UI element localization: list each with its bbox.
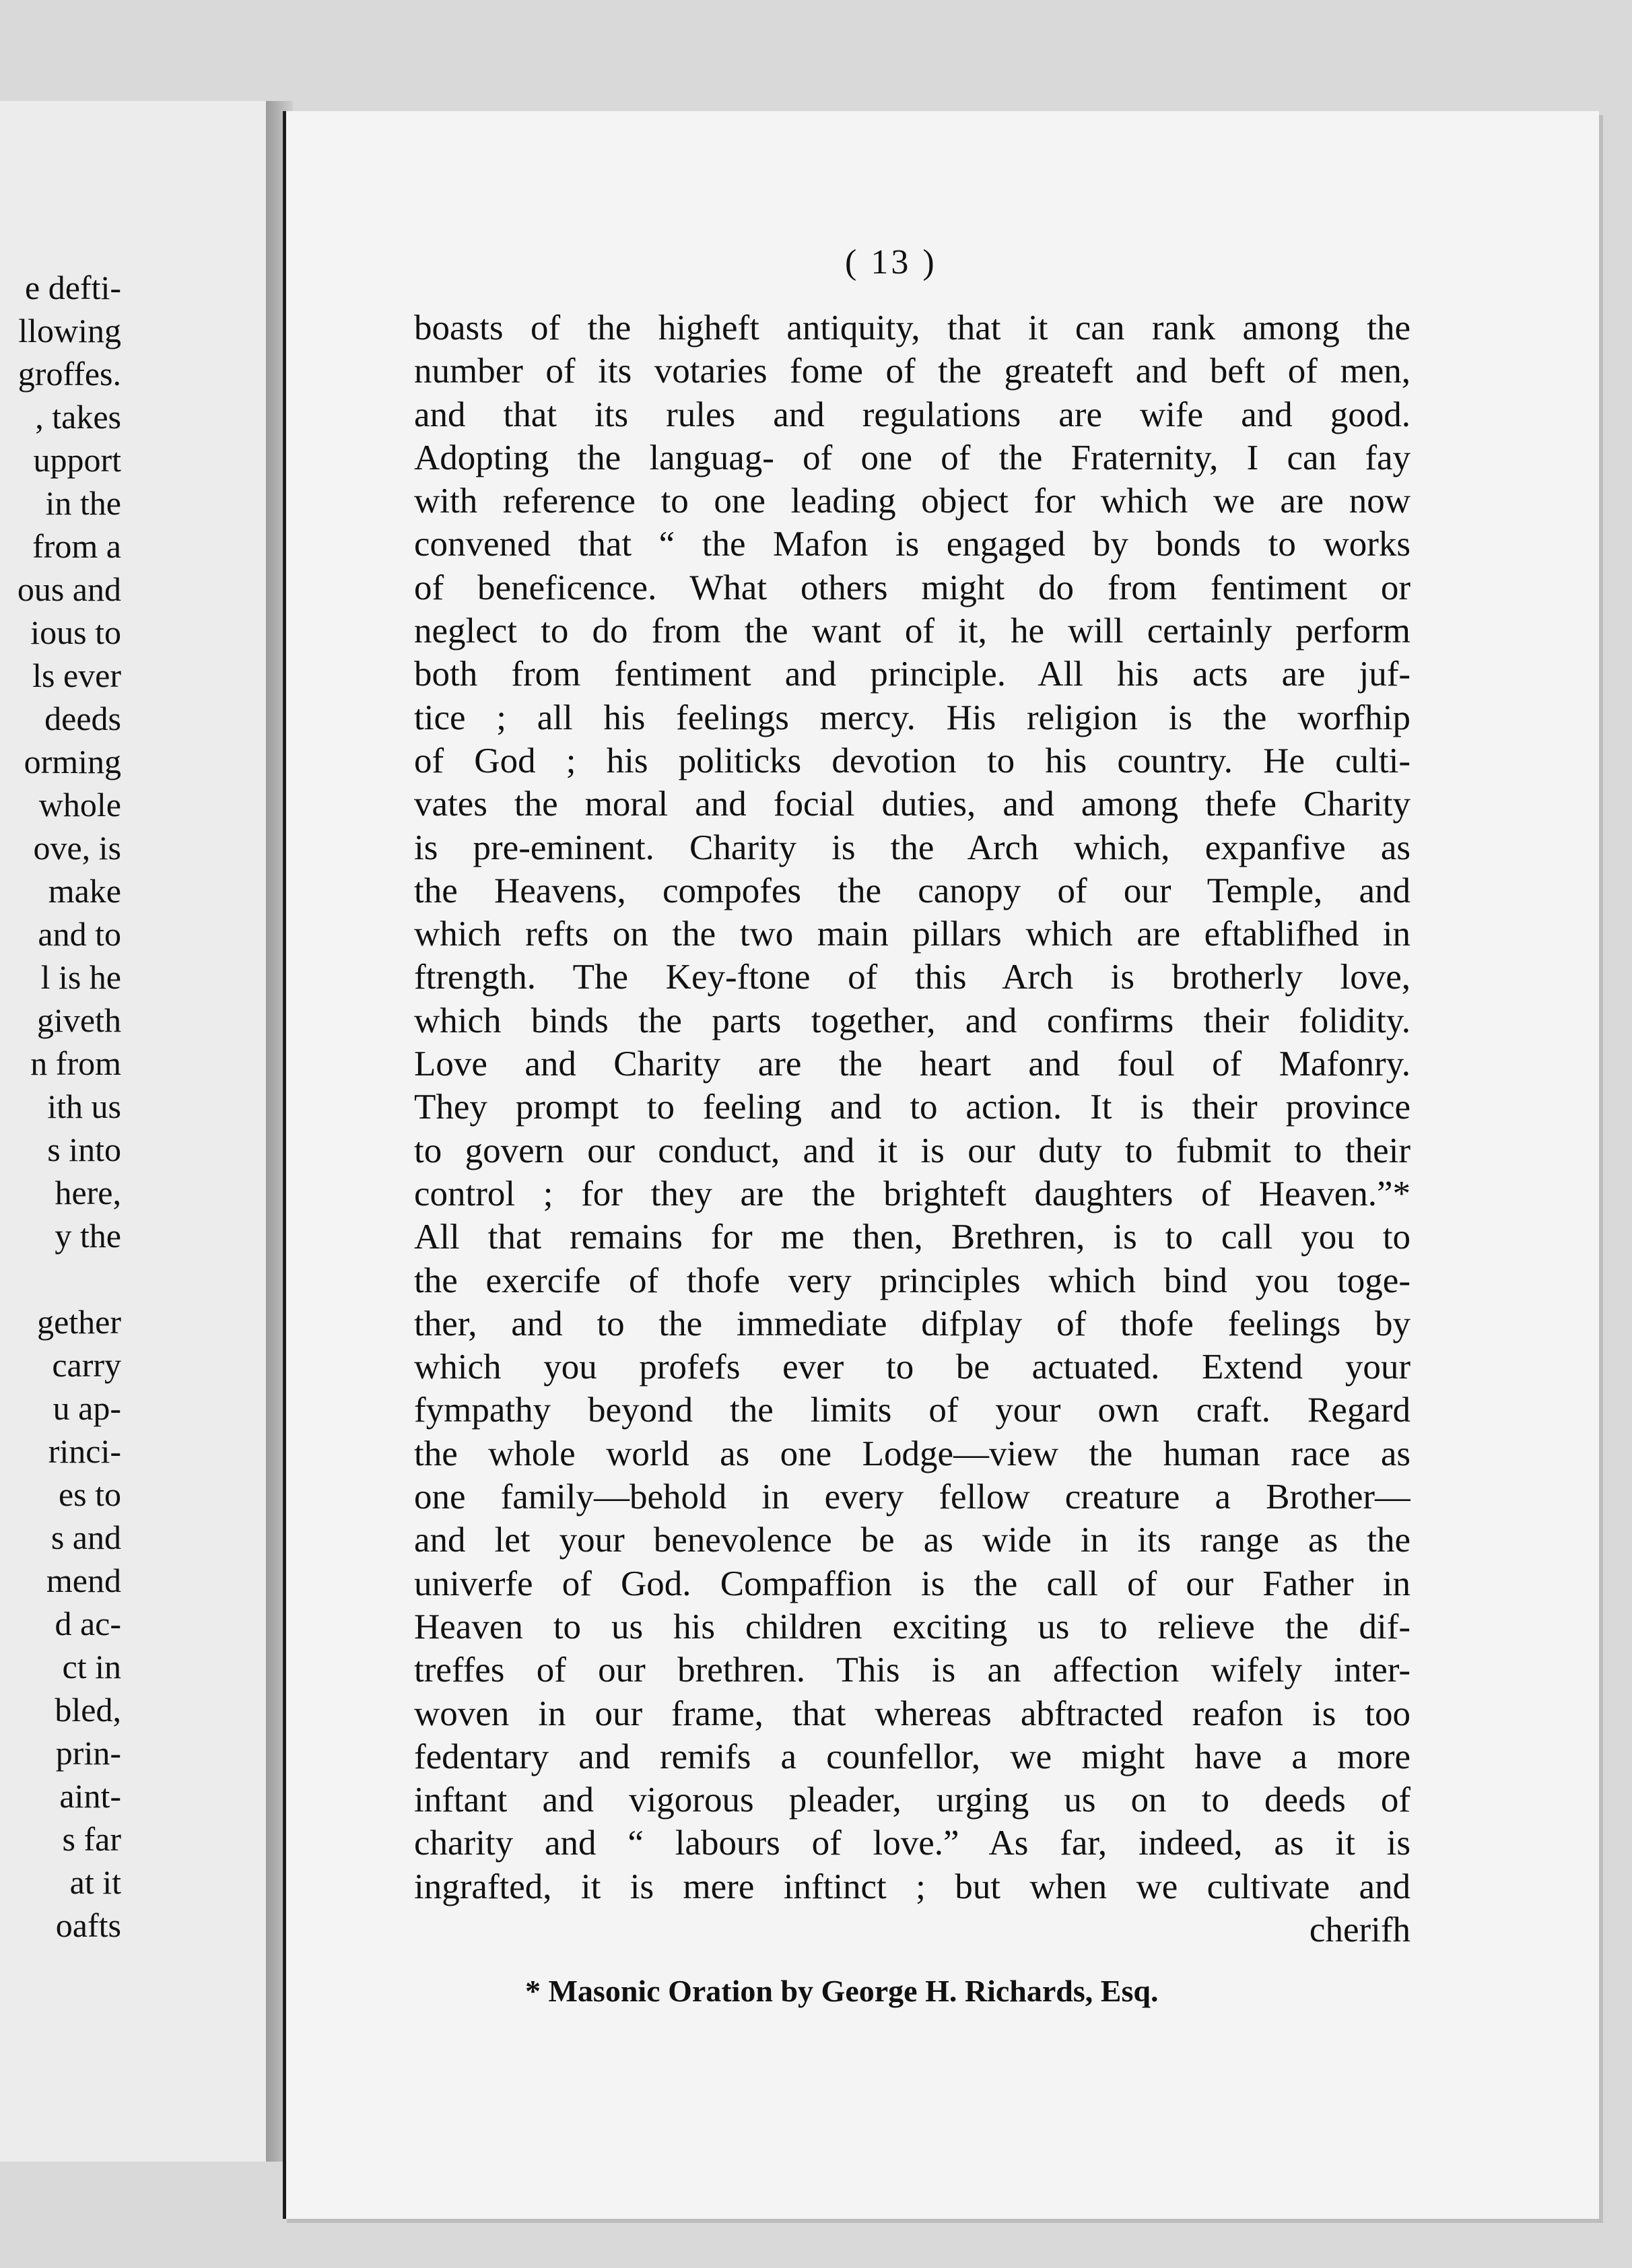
text-line: the whole world as one Lodge—view the human race as (414, 1434, 1410, 1473)
previous-page-fragment: carry (52, 1346, 121, 1384)
previous-page-fragment: make (48, 872, 121, 910)
text-line: All that remains for me then, Brethren, is to call you to (414, 1218, 1410, 1257)
previous-page-fragment: ith us (47, 1088, 121, 1125)
text-line: fedentary and remifs a counfellor, we might have a more (414, 1737, 1410, 1776)
previous-page-fragment: gether (37, 1303, 121, 1341)
previous-page-fragment: l is he (40, 958, 121, 996)
previous-page-fragment: in the (45, 484, 121, 522)
previous-page-fragment: d ac- (55, 1605, 121, 1642)
text-line: cherifh (1309, 1910, 1410, 1949)
page-number: ( 13 ) (845, 243, 937, 281)
previous-page-fragment: ove, is (33, 829, 121, 867)
text-line: Adopting the languag- of one of the Fraternity, I can fay (414, 438, 1410, 477)
text-line: ftrength. The Key-ftone of this Arch is brotherly love, (414, 958, 1410, 997)
text-line: of beneficence. What others might do from fentiment or (414, 568, 1410, 607)
previous-page-fragment: ls ever (32, 657, 121, 694)
text-line: is pre-eminent. Charity is the Arch which, expanfive as (414, 828, 1410, 867)
previous-page-edge (0, 101, 270, 2162)
previous-page-fragment (18, 1257, 121, 1300)
previous-page-fragment: upport (33, 441, 121, 479)
previous-page-fragment: ious to (30, 613, 121, 651)
previous-page-fragment: here, (55, 1174, 121, 1211)
previous-page-fragment: aint- (59, 1777, 121, 1815)
previous-page-fragment: es to (58, 1475, 121, 1513)
text-line: ingrafted, it is mere inftinct ; but when we cultivate and (414, 1867, 1410, 1906)
previous-page-text-fragments (18, 266, 121, 1947)
text-line: woven in our frame, that whereas abftracted reafon is too (414, 1694, 1410, 1733)
text-line: tice ; all his feelings mercy. His religion is the worfhip (414, 698, 1410, 737)
previous-page-fragment: whole (38, 786, 121, 824)
previous-page-fragment: mend (46, 1562, 121, 1599)
body-text (414, 306, 1410, 1952)
previous-page-fragment: n from (30, 1044, 121, 1082)
previous-page-fragment: e defti- (25, 269, 121, 306)
text-line: They prompt to feeling and to action. It is their province (414, 1088, 1410, 1127)
text-line: with reference to one leading object for which we are now (414, 481, 1410, 521)
previous-page-fragment: llowing (18, 312, 121, 349)
text-line: the exercife of thofe very principles which bind you toge- (414, 1261, 1410, 1300)
footnote: * Masonic Oration by George H. Richards, Esq. (525, 1974, 1159, 2008)
text-line: vates the moral and focial duties, and among thefe Charity (414, 785, 1410, 824)
previous-page-fragment: s and (50, 1519, 121, 1556)
text-line: which you profefs ever to be actuated. Extend your (414, 1347, 1410, 1387)
previous-page-fragment: s into (47, 1131, 121, 1168)
text-line: neglect to do from the want of it, he will certainly perform (414, 611, 1410, 651)
text-line: Love and Charity are the heart and foul of Mafonry. (414, 1044, 1410, 1084)
text-line: and let your benevolence be as wide in its range as the (414, 1521, 1410, 1560)
text-line: to govern our conduct, and it is our duty to fubmit to their (414, 1131, 1410, 1170)
text-line: univerfe of God. Compaffion is the call of our Father in (414, 1564, 1410, 1603)
text-line: fympathy beyond the limits of your own craft. Regard (414, 1391, 1410, 1430)
text-line: of God ; his politicks devotion to his country. He culti- (414, 741, 1410, 780)
text-line: which binds the parts together, and confirms their folidity. (414, 1001, 1410, 1040)
text-line: and that its rules and regulations are wife and good. (414, 395, 1410, 434)
text-line: convened that “ the Mafon is engaged by bonds to works (414, 525, 1410, 564)
previous-page-fragment: u ap- (53, 1389, 121, 1427)
text-line: the Heavens, compofes the canopy of our Temple, and (414, 871, 1410, 910)
previous-page-fragment: ous and (17, 570, 121, 608)
previous-page-fragment: ct in (62, 1648, 121, 1686)
text-line: charity and “ labours of love.” As far, indeed, as it is (414, 1824, 1410, 1863)
previous-page-fragment: rinci- (48, 1432, 121, 1470)
previous-page-fragment: prin- (55, 1734, 121, 1772)
text-line: one family—behold in every fellow creature a Brother— (414, 1477, 1410, 1517)
text-line: treffes of our brethren. This is an affection wifely inter- (414, 1650, 1410, 1690)
text-line: number of its votaries fome of the greateft and beft of men, (414, 352, 1410, 391)
previous-page-fragment: bled, (55, 1691, 121, 1729)
previous-page-fragment: groffes. (18, 355, 121, 393)
previous-page-fragment: y the (55, 1217, 121, 1255)
text-line: boasts of the higheft antiquity, that it can rank among the (414, 308, 1410, 347)
text-line: which refts on the two main pillars which are eftablifhed in (414, 914, 1410, 954)
text-line: inftant and vigorous pleader, urging us on to deeds of (414, 1780, 1410, 1820)
previous-page-fragment: at it (69, 1863, 121, 1901)
text-line: control ; for they are the brighteft daughters of Heaven.”* (414, 1174, 1410, 1213)
previous-page-fragment: and to (38, 915, 121, 953)
previous-page-fragment: orming (24, 743, 121, 780)
previous-page-fragment: giveth (37, 1001, 121, 1039)
previous-page-fragment: from a (32, 527, 121, 565)
text-line: ther, and to the immediate difplay of thofe feelings by (414, 1304, 1410, 1343)
text-line: Heaven to us his children exciting us to relieve the dif- (414, 1607, 1410, 1646)
previous-page-fragment: oafts (55, 1906, 121, 1944)
previous-page-fragment: s far (62, 1820, 121, 1858)
previous-page-fragment: , takes (35, 398, 121, 436)
previous-page-fragment: deeds (44, 700, 121, 737)
text-line: both from fentiment and principle. All his acts are juf- (414, 655, 1410, 694)
